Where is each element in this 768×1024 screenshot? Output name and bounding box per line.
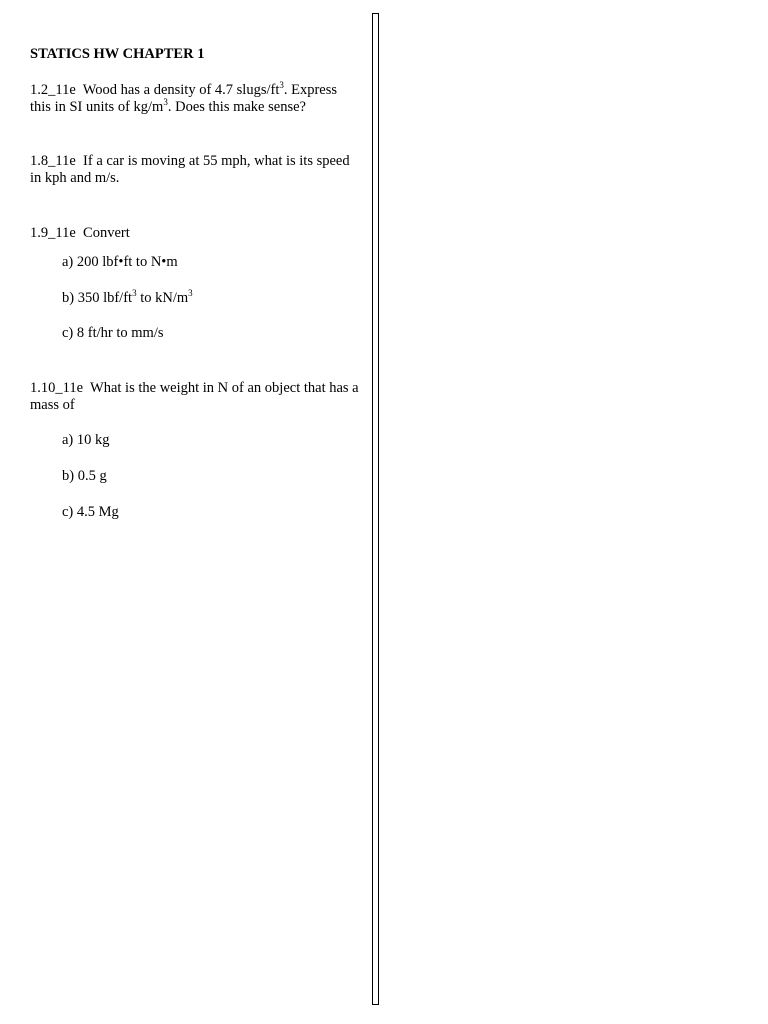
problem-text: What is the weight in N of an object that has a mass of — [30, 380, 359, 413]
subitem-a: a) 10 kg — [62, 432, 110, 448]
problem-1-8 — [30, 153, 360, 187]
problem-1-10 — [30, 380, 360, 414]
problem-text: If a car is moving at 55 mph, what is its speed in kph and m/s. — [30, 153, 350, 186]
problem-number: 1.8_11e — [30, 153, 76, 169]
subitem-a: a) 200 lbf•ft to N•m — [62, 254, 178, 270]
superscript: 3 — [163, 97, 168, 108]
problem-number: 1.2_11e — [30, 82, 76, 98]
problem-1-2 — [30, 82, 360, 116]
subitem-text: b) 350 lbf/ft — [62, 290, 133, 306]
problem-text: Wood has a density of 4.7 slugs/ft — [82, 82, 280, 98]
page-divider-bar — [372, 13, 379, 1005]
subitem-text: to kN/m — [136, 290, 189, 306]
problem-1-9 — [30, 225, 360, 242]
problem-number: 1.10_11e — [30, 380, 84, 396]
superscript: 3 — [132, 288, 137, 299]
problem-text: . Does this make sense? — [167, 99, 306, 115]
subitem-c: c) 4.5 Mg — [62, 504, 119, 520]
problem-text: Convert — [83, 225, 130, 241]
problem-text: . Express this in SI units of kg/m — [30, 82, 338, 115]
superscript: 3 — [279, 80, 284, 91]
subitem-b — [62, 290, 193, 307]
superscript: 3 — [188, 288, 193, 299]
subitem-b: b) 0.5 g — [62, 468, 107, 484]
page-title: STATICS HW CHAPTER 1 — [30, 46, 205, 62]
subitem-c: c) 8 ft/hr to mm/s — [62, 325, 164, 341]
problem-number: 1.9_11e — [30, 225, 76, 241]
